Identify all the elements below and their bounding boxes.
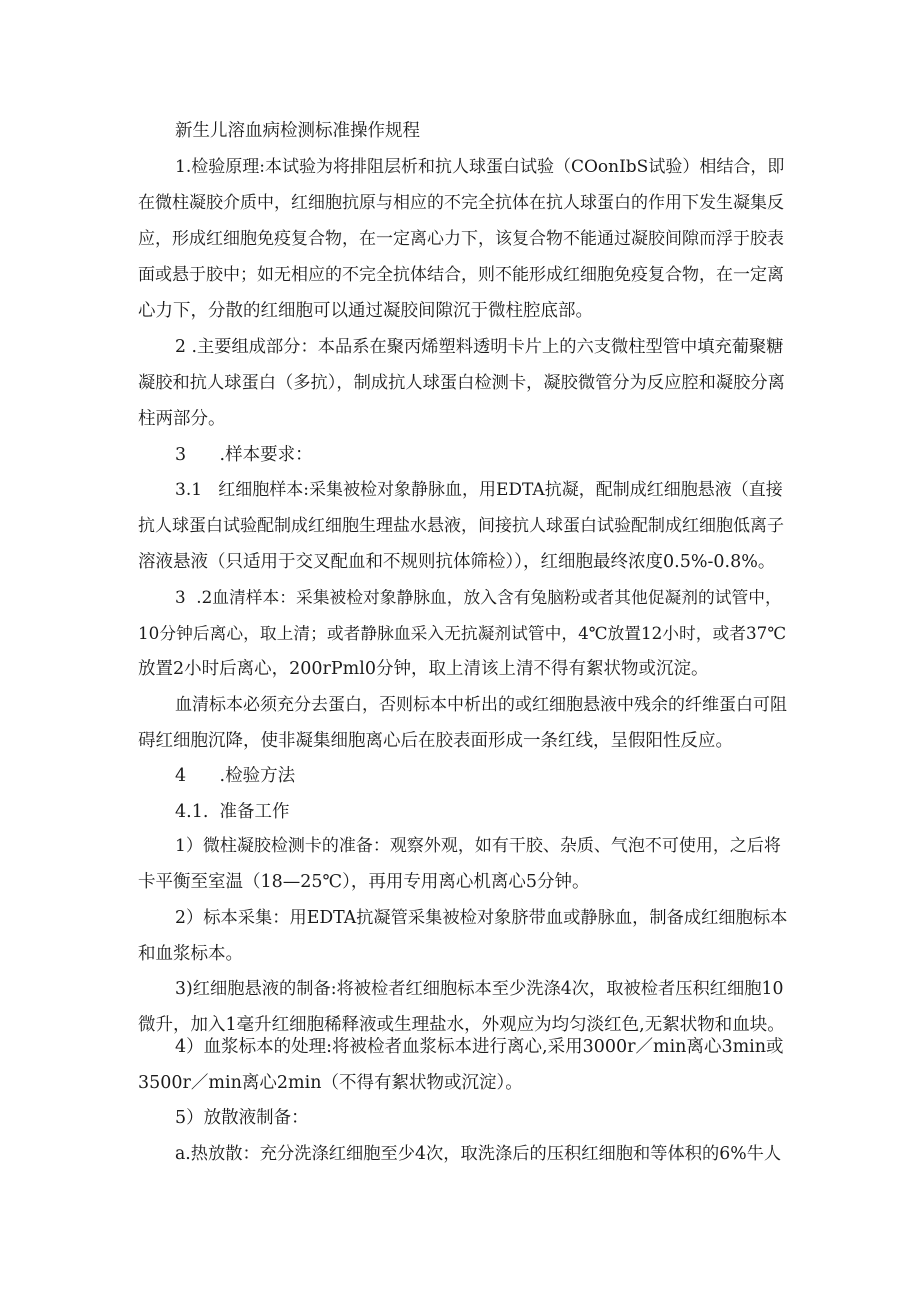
paragraph-principle — [138, 149, 788, 329]
section-heading-sample — [138, 437, 788, 473]
text-line: 2 .主要组成部分：本品系在聚丙烯塑料透明卡片上的六支微柱型管中填充葡聚糖 — [175, 337, 784, 357]
text-line: 卡平衡至室温（18—25℃），再用专用离心机离心5分钟。 — [138, 872, 590, 892]
text-line: 凝胶和抗人球蛋白（多抗），制成抗人球蛋白检测卡，凝胶微管分为反应腔和凝胶分离 — [138, 373, 785, 393]
text-line: 10分钟后离心，取上清；或者静脉血采入无抗凝剂试管中，4℃放置12小时，或者37℃ — [138, 623, 787, 643]
text-line: 3500r／min离心2min（不得有絮状物或沉淀）。 — [138, 1073, 523, 1093]
text-line: 5）放散液制备： — [175, 1108, 309, 1128]
text-line: a.热放散：充分洗涤红细胞至少4次，取洗涤后的压积红细胞和等体积的6%牛人 — [175, 1144, 782, 1164]
text-line: 抗人球蛋白试验配制成红细胞生理盐水悬液，间接抗人球蛋白试验配制成红细胞低离子 — [138, 516, 784, 536]
text-line: 3)红细胞悬液的制备:将被检者红细胞标本至少洗涤4次，取被检者压积红细胞10 — [175, 979, 784, 999]
text-line: 柱两部分。 — [138, 409, 226, 429]
text-line: 3.1 红细胞样本:采集被检对象静脉血，用EDTA抗凝，配制成红细胞悬液（直接 — [175, 480, 783, 500]
text-line: 面或悬于胶中；如无相应的不完全抗体结合，则不能形成红细胞免疫复合物，在一定离 — [138, 265, 784, 285]
document-title: 新生儿溶血病检测标准操作规程 — [175, 121, 420, 141]
paragraph-serum-sample — [138, 579, 788, 687]
text-line: 3 .样本要求： — [175, 445, 313, 465]
section-heading-preparation — [138, 794, 788, 830]
text-line: 2）标本采集：用EDTA抗凝管采集被检对象脐带血或静脉血，制备成红细胞标本 — [175, 908, 788, 928]
paragraph-step-4 — [138, 1029, 788, 1101]
text-line: 4.1. 准备工作 — [175, 802, 290, 822]
text-line: 1.检验原理:本试验为将排阻层析和抗人球蛋白试验（COonIbS试验）相结合，即 — [175, 157, 785, 177]
text-line: 放置2小时后离心，200rPml0分钟，取上清该上清不得有絮状物或沉淀。 — [138, 659, 709, 679]
text-line: 和血浆标本。 — [138, 944, 243, 964]
paragraph-heat-elution — [138, 1136, 788, 1172]
text-line: 心力下，分散的红细胞可以通过凝胶间隙沉于微柱腔底部。 — [138, 301, 593, 321]
text-line: 微升，加入1毫升红细胞稀释液或生理盐水，外观应为均匀淡红色,无絮状物和血块。 — [138, 1015, 785, 1035]
paragraph-step-2 — [138, 900, 788, 972]
text-line: 碍红细胞沉降，使非凝集细胞离心后在胶表面形成一条红线，呈假阳性反应。 — [138, 731, 733, 751]
text-line: 4 .检验方法 — [175, 766, 296, 786]
paragraph-step-5 — [138, 1100, 788, 1136]
text-line: 4）血浆标本的处理:将被检者血浆标本进行离心,采用3000r／min离心3min或 — [175, 1037, 784, 1057]
text-line: 应，形成红细胞免疫复合物，在一定离心力下，该复合物不能通过凝胶间隙而浮于胶表 — [138, 229, 784, 249]
paragraph-step-1 — [138, 828, 788, 900]
text-line: 血清标本必须充分去蛋白，否则标本中析出的或红细胞悬液中残余的纤维蛋白可阻 — [175, 695, 787, 715]
text-line: 溶液悬液（只适用于交叉配血和不规则抗体筛检）），红细胞最终浓度0.5%-0.8%。 — [138, 552, 776, 572]
paragraph-components — [138, 329, 788, 437]
text-line: 在微柱凝胶介质中，红细胞抗原与相应的不完全抗体在抗人球蛋白的作用下发生凝集反 — [138, 193, 784, 213]
paragraph-serum-note — [138, 687, 788, 759]
text-line: 3 .2血清样本：采集被检对象静脉血，放入含有兔脑粉或者其他促凝剂的试管中， — [175, 587, 782, 607]
paragraph-rbc-sample — [138, 472, 788, 580]
text-line: 1）微柱凝胶检测卡的准备：观察外观，如有干胶、杂质、气泡不可使用，之后将 — [175, 836, 781, 856]
section-heading-method — [138, 758, 788, 794]
